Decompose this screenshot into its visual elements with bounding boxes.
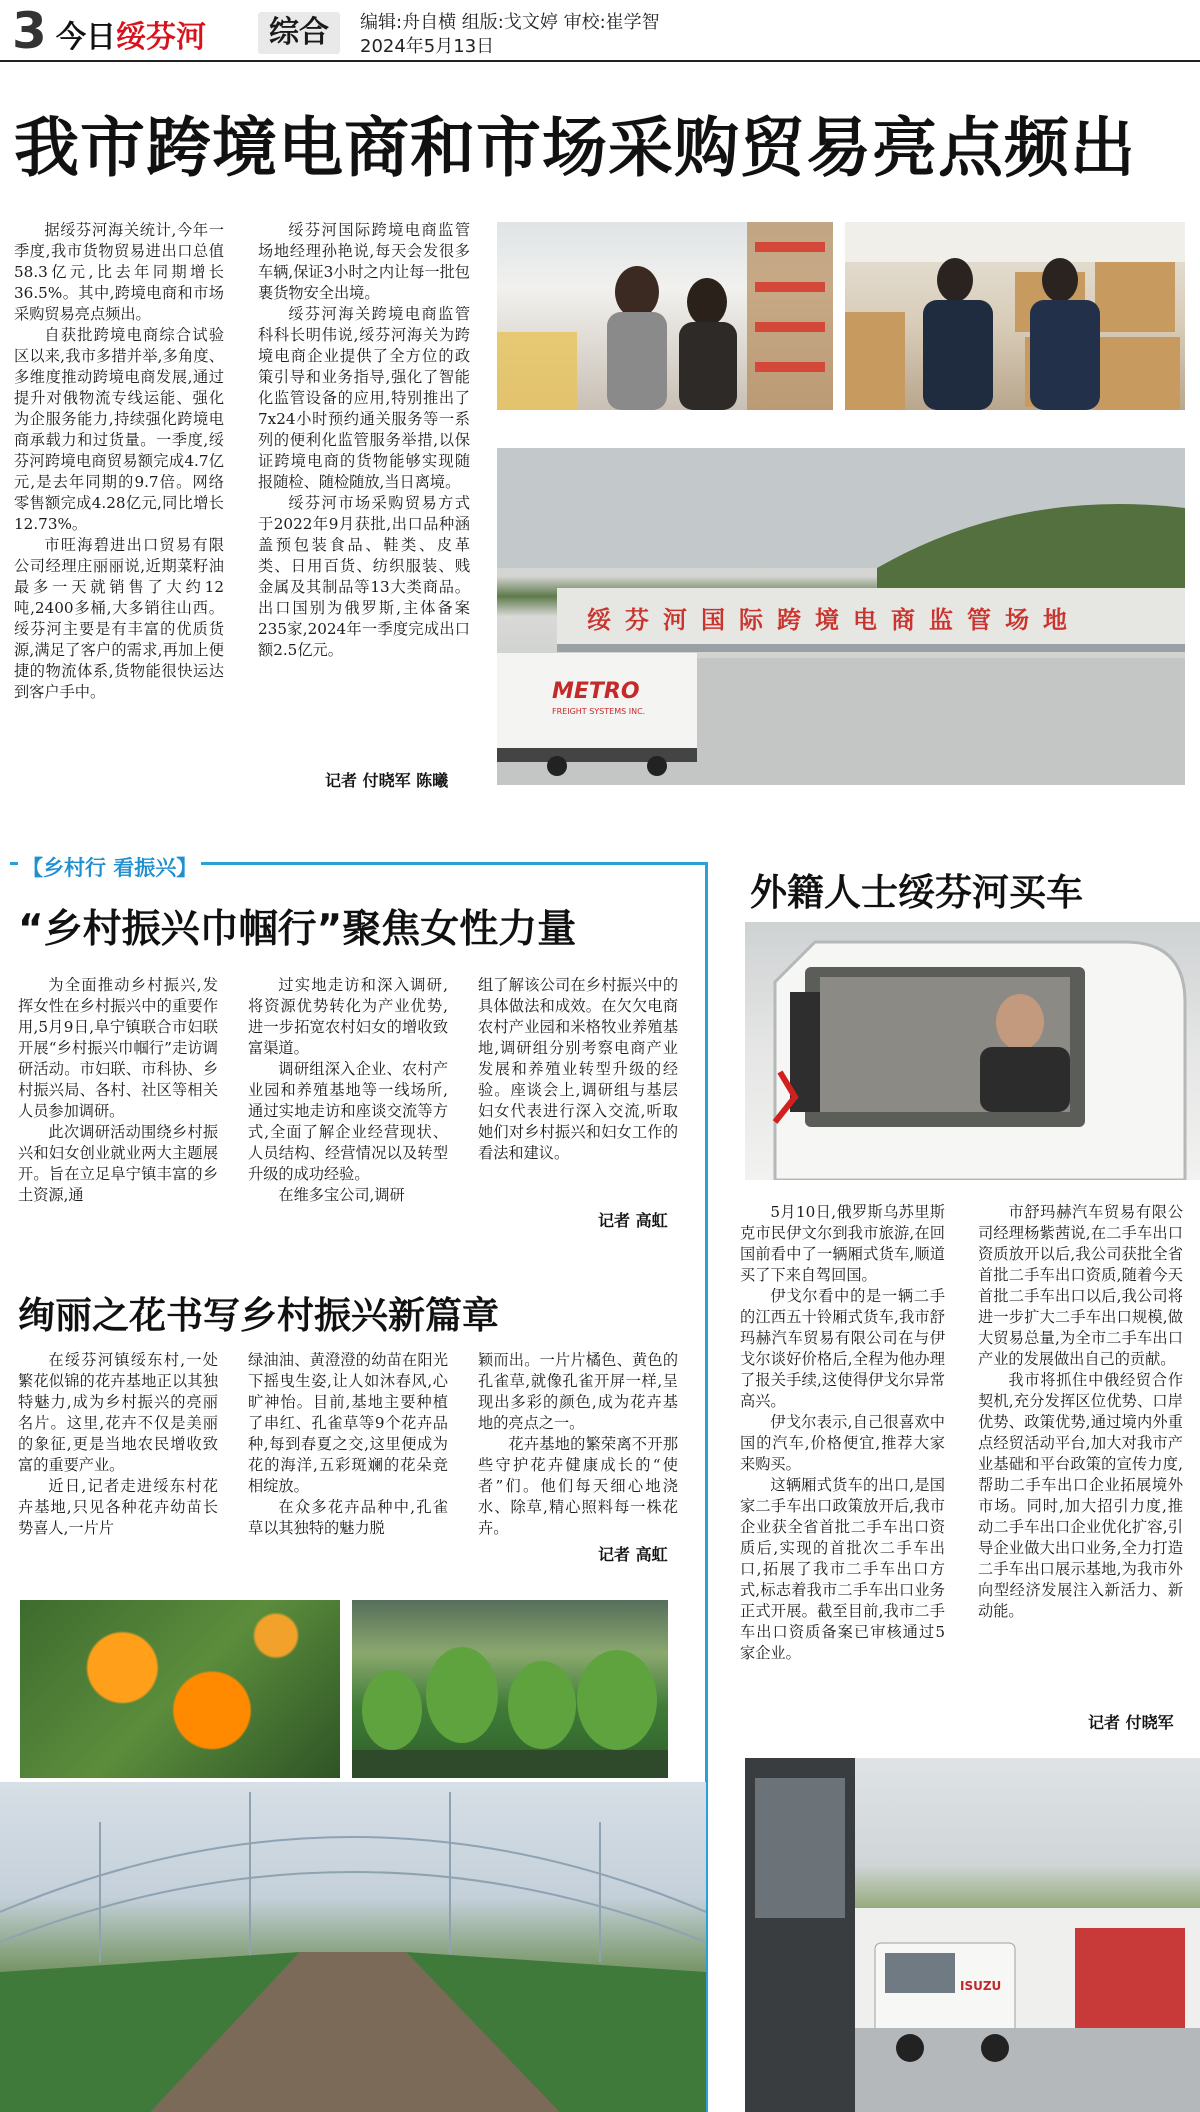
lead-paragraph: 自获批跨境电商综合试验区以来,我市多措并举,多角度、多维度推动跨境电商发展,通过提升对俄物流专线运能、强化为企服务能力,持续强化跨境电商承载力和过货量。一季度,绥芬河跨境电商贸易额完成4.7亿元,是去年同期的9.7倍。网络零售额完成4.28亿元,同比增长12.73%。 <box>14 326 224 533</box>
rural-paragraph: 组了解该公司在乡村振兴中的具体做法和成效。在欠欠电商农村产业园和米格牧业养殖基地,调研组分别考察电商产业发展和养殖业转型升级的经验。座谈会上,调研组与基层妇女代表进行深入交流,听取她们对乡村振兴和妇女工作的看法和建议。 <box>478 976 678 1162</box>
photo-seedlings <box>352 1600 668 1778</box>
flower-article-title: 绚丽之花书写乡村振兴新篇章 <box>18 1294 499 1337</box>
lead-paragraph: 绥芬河国际跨境电商监管场地经理孙艳说,每天会发很多车辆,保证3小时之内让每一批包裹货物安全出境。 <box>258 221 470 302</box>
flower-byline: 记者 高虹 <box>598 1545 668 1564</box>
rural-paragraph: 此次调研活动围绕乡村振兴和妇女创业就业两大主题展开。旨在立足阜宁镇丰富的乡土资源,通 <box>18 1123 218 1204</box>
foreign-paragraph: 市舒玛赫汽车贸易有限公司经理杨紫茜说,在二手车出口资质放开以后,我公司获批全省首批二手车出口资质,随着今天首批二手车出口以后,我公司将进一步扩大二手车出口规模,做大贸易总量,为全市二手车出口产业的发展做出自己的贡献。 <box>978 1203 1183 1368</box>
flower-column-1 <box>18 1350 218 1585</box>
isuzu-logo-text: ISUZU <box>960 1979 1002 1993</box>
foreign-paragraph: 伊戈尔看中的是一辆二手的江西五十铃厢式货车,我市舒玛赫汽车贸易有限公司在与伊戈尔谈好价格后,全程为他办理了报关手续,这使得伊戈尔异常高兴。 <box>740 1287 945 1410</box>
photo-driver-in-truck <box>745 922 1200 1180</box>
section-label: 综合 <box>258 12 340 54</box>
rural-column-1 <box>18 975 218 1230</box>
lead-paragraph: 据绥芬河海关统计,今年一季度,我市货物贸易进出口总值58.3亿元,比去年同期增长36.5%。其中,跨境电商和市场采购贸易亮点频出。 <box>14 221 224 323</box>
rural-paragraph: 在维多宝公司,调研 <box>278 1186 405 1204</box>
foreign-column-2 <box>978 1202 1183 1707</box>
rural-paragraph: 过实地走访和深入调研,将资源优势转化为产业优势,进一步拓宽农村妇女的增收致富渠道。 <box>248 976 448 1057</box>
rural-column-3 <box>478 975 678 1205</box>
rural-article-title: “乡村振兴巾帼行”聚焦女性力量 <box>18 907 577 952</box>
lead-column-2 <box>258 220 470 760</box>
foreign-column-1 <box>740 1202 945 1742</box>
truck-logo-text: METRO <box>552 679 640 704</box>
rural-column-2 <box>248 975 448 1230</box>
photo-store-interview <box>497 222 833 410</box>
paper-name-part2: 绥芬河 <box>116 20 206 55</box>
rural-paragraph: 为全面推动乡村振兴,发挥女性在乡村振兴中的重要作用,5月9日,阜宁镇联合市妇联开展“乡村振兴巾帼行”走访调研活动。市妇联、市科协、乡村振兴局、各村、社区等相关人员参加调研。 <box>18 976 218 1120</box>
paper-name-part1: 今日 <box>56 20 116 55</box>
lead-paragraph: 市旺海碧进出口贸易有限公司经理庄丽丽说,近期菜籽油最多一天就销售了大约12吨,2400多桶,大多销往山西。绥芬河主要是有丰富的优质货源,满足了客户的需求,再加上便捷的物流体系,货物能很快运达到客户手中。 <box>14 536 224 701</box>
lead-column-1 <box>14 220 224 795</box>
foreign-paragraph: 我市将抓住中俄经贸合作契机,充分发挥区位优势、口岸优势、政策优势,通过境内外重点经贸活动平台,加大对我市产业基础和平台政策的宣传力度,帮助二手车出口企业拓展境外市场。同时,加大招引力度,推动二手车出口企业优化扩容,引导企业做大出口业务,全力打造二手车出口展示基地,为我市外向型经济发展注入新活力、新动能。 <box>978 1371 1183 1620</box>
foreign-title-line1: 外籍人士绥芬河买车 <box>750 871 1083 914</box>
foreign-paragraph: 这辆厢式货车的出口,是国家二手车出口政策放开后,我市企业获全省首批二手车出口资质后,实现的首批次二手车出口,拓展了我市二手车出口方式,标志着我市二手车出口业务正式开展。截至目前,我市二手车出口资质备案已审核通过5家企业。 <box>740 1476 945 1662</box>
photo-greenhouse <box>0 1782 706 2112</box>
photo-truck-yard <box>745 1758 1200 2112</box>
flower-paragraph: 在众多花卉品种中,孔雀草以其独特的魅力脱 <box>248 1498 448 1537</box>
lead-byline: 记者 付晓军 陈曦 <box>325 771 449 790</box>
flower-paragraph: 颖而出。一片片橘色、黄色的孔雀草,就像孔雀开屏一样,呈现出多彩的颜色,成为花卉基地的亮点之一。 <box>478 1351 678 1432</box>
flower-paragraph: 绿油油、黄澄澄的幼苗在阳光下摇曳生姿,让人如沐春风,心旷神怡。目前,基地主要种植了串红、孔雀草等9个花卉品种,每到春夏之交,这里便成为花的海洋,五彩斑斓的花朵竞相绽放。 <box>248 1351 448 1495</box>
flower-column-3 <box>478 1350 678 1570</box>
photo-ecommerce-supervision-site <box>497 448 1185 785</box>
paper-name-logo <box>56 12 206 56</box>
lead-paragraph: 绥芬河海关跨境电商监管科科长明伟说,绥芬河海关为跨境电商企业提供了全方位的政策引导和业务指导,强化了智能化监管设备的应用,特别推出了7x24小时预约通关服务等一系列的便利化监管服务举措,以保证跨境电商的货物能够实现随报随检、随检随放,当日离境。 <box>258 305 470 491</box>
truck-logo-subtext: FREIGHT SYSTEMS INC. <box>552 707 646 716</box>
foreign-paragraph: 伊戈尔表示,自己很喜欢中国的汽车,价格便宜,推荐大家来购买。 <box>740 1413 945 1473</box>
photo-customs-officers <box>845 222 1185 410</box>
foreign-byline: 记者 付晓军 <box>1088 1713 1174 1732</box>
publication-date: 2024年5月13日 <box>360 36 495 57</box>
building-sign-text: 绥芬河国际跨境电商监管场地 <box>587 606 1081 634</box>
flower-paragraph: 近日,记者走进绥东村花卉基地,只见各种花卉幼苗长势喜人,一片片 <box>18 1477 218 1537</box>
rural-byline: 记者 高虹 <box>598 1211 668 1230</box>
flower-paragraph: 花卉基地的繁荣离不开那些守护花卉健康成长的“使者”们。他们每天细心地浇水、除草,精心照料每一株花卉。 <box>478 1435 678 1537</box>
editor-credits: 编辑:舟自横 组版:戈文婷 审校:崔学智 <box>360 12 660 33</box>
page-number: 3 <box>12 2 47 60</box>
lead-headline: 我市跨境电商和市场采购贸易亮点频出 <box>14 111 1137 186</box>
rural-paragraph: 调研组深入企业、农村产业园和养殖基地等一线场所,通过实地走访和座谈交流等方式,全面了解企业经营现状、人员结构、经营情况以及转型升级的成功经验。 <box>248 1060 448 1183</box>
flower-column-2 <box>248 1350 448 1585</box>
lead-paragraph: 绥芬河市场采购贸易方式于2022年9月获批,出口品种涵盖预包装食品、鞋类、皮革类、日用百货、纺织服装、贱金属及其制品等13大类商品。出口国别为俄罗斯,主体备案235家,2024年一季度完成出口额2.5亿元。 <box>258 494 470 659</box>
rural-column-tag: 【乡村行 看振兴】 <box>18 852 201 882</box>
photo-marigolds <box>20 1600 340 1778</box>
foreign-paragraph: 5月10日,俄罗斯乌苏里斯克市民伊文尔到我市旅游,在回国前看中了一辆厢式货车,顺道买了下来自驾回国。 <box>740 1203 945 1284</box>
flower-paragraph: 在绥芬河镇绥东村,一处繁花似锦的花卉基地正以其独特魅力,成为乡村振兴的亮丽名片。这里,花卉不仅是美丽的象征,更是当地农民增收致富的重要产业。 <box>18 1351 218 1474</box>
